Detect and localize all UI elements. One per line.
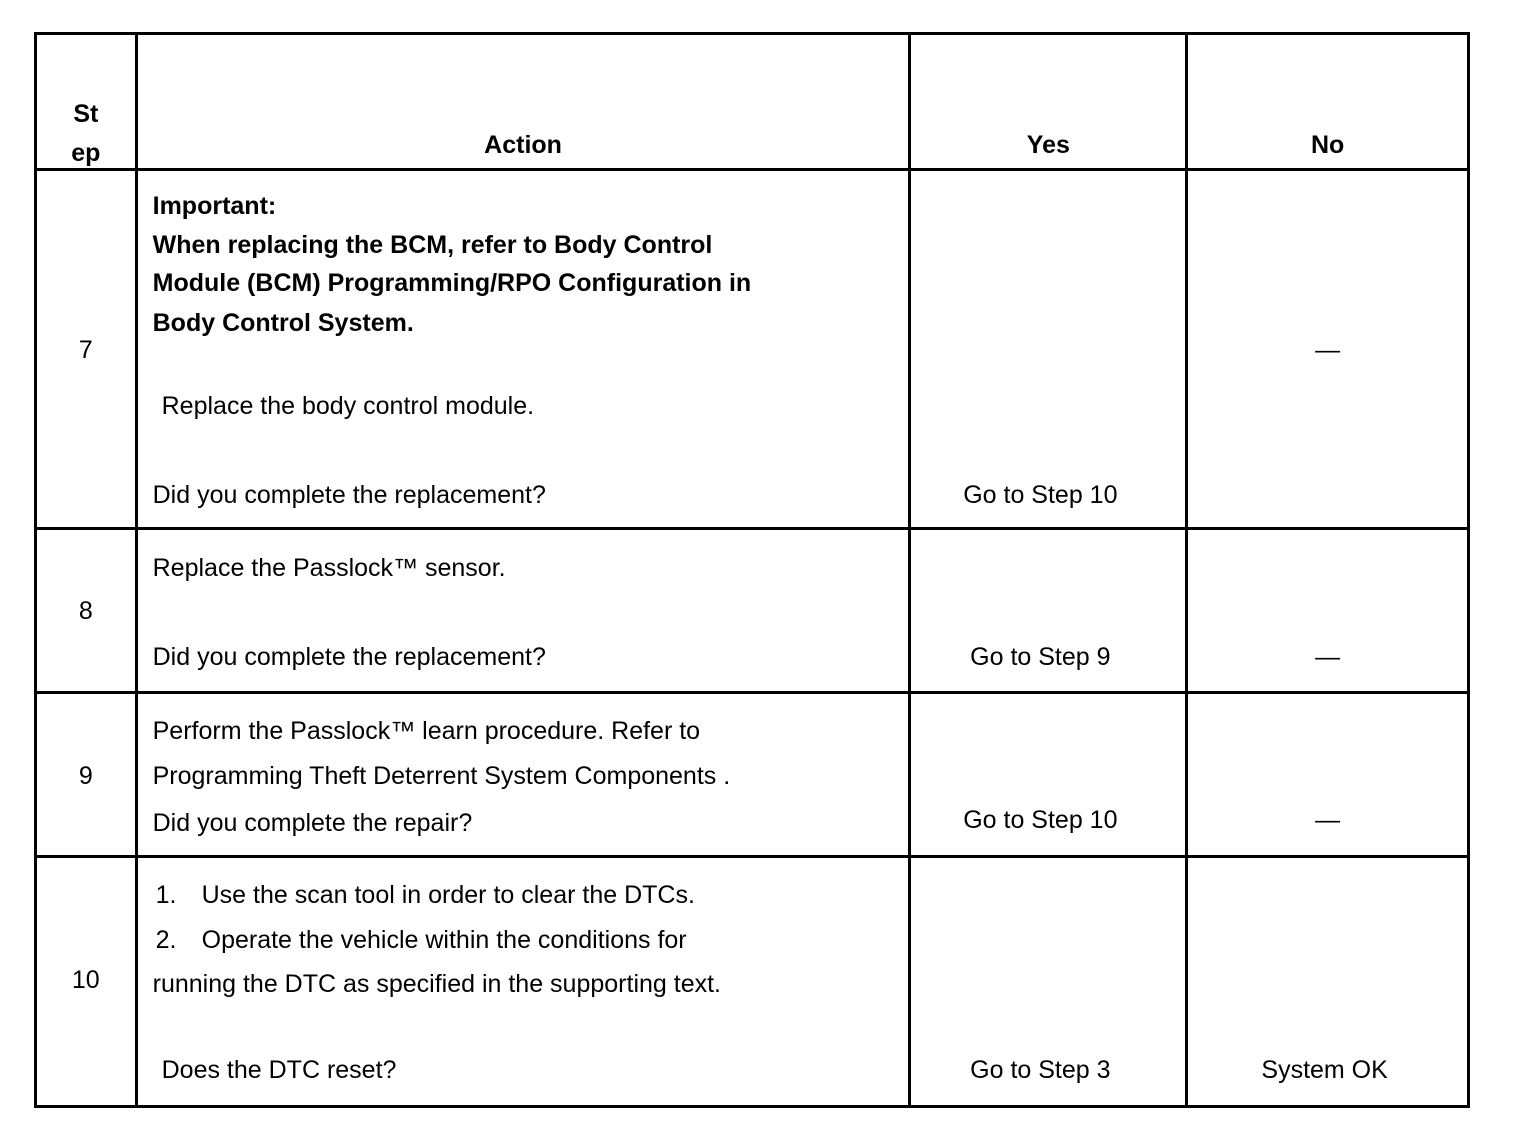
diagnostic-table [34, 32, 1470, 1108]
question-text: Did you complete the replacement? [152, 481, 546, 509]
no-cell [1187, 693, 1469, 857]
table-row [36, 529, 1469, 693]
important-note-line: When replacing the BCM, refer to Body Control [152, 231, 713, 259]
step-cell [36, 529, 137, 693]
instruction-text: Replace the Passlock™ sensor. [152, 554, 506, 582]
list-item-text: Use the scan tool in order to clear the DTCs. [201, 881, 695, 909]
yes-result: Go to Step 3 [970, 1056, 1111, 1084]
yes-cell [910, 857, 1187, 1107]
action-cell [136, 693, 910, 857]
yes-cell [910, 693, 1187, 857]
step-cell [36, 693, 137, 857]
question-text: Did you complete the repair? [152, 809, 473, 837]
yes-cell [910, 170, 1187, 529]
action-cell [136, 170, 910, 529]
action-cell [136, 529, 910, 693]
no-result: — [1315, 643, 1341, 671]
header-step [36, 34, 137, 170]
table-row [36, 857, 1469, 1107]
table-row [36, 693, 1469, 857]
yes-result: Go to Step 9 [970, 643, 1111, 671]
no-result: — [1315, 806, 1341, 834]
step-cell [36, 170, 137, 529]
header-no-label: No [1310, 131, 1345, 159]
action-cell [136, 857, 910, 1107]
header-step-line2: ep [71, 139, 101, 167]
instruction-text: Replace the body control module. [161, 392, 535, 420]
instruction-text: Programming Theft Deterrent System Components . [152, 762, 731, 790]
question-text: Did you complete the replacement? [152, 643, 546, 671]
yes-cell [910, 529, 1187, 693]
no-cell [1187, 857, 1469, 1107]
important-note-line: Body Control System. [152, 309, 414, 337]
header-action-label: Action [484, 131, 562, 159]
list-continuation-text: running the DTC as specified in the supporting text. [152, 970, 721, 998]
list-marker: 1. [155, 881, 177, 909]
step-cell [36, 857, 137, 1107]
header-yes [910, 34, 1187, 170]
no-result: — [1315, 336, 1341, 364]
no-cell [1187, 170, 1469, 529]
list-item-text: Operate the vehicle within the conditions for [201, 926, 687, 954]
header-step-line1: St [73, 100, 99, 128]
yes-result: Go to Step 10 [963, 806, 1118, 834]
no-result: System OK [1261, 1056, 1388, 1084]
step-number: 7 [78, 336, 93, 364]
table-row [36, 170, 1469, 529]
step-number: 8 [78, 597, 93, 625]
step-number: 9 [78, 762, 93, 790]
header-yes-label: Yes [1026, 131, 1070, 159]
instruction-text: Perform the Passlock™ learn procedure. Refer to [152, 717, 701, 745]
header-no [1187, 34, 1469, 170]
yes-result: Go to Step 10 [963, 481, 1118, 509]
step-number: 10 [71, 966, 100, 994]
header-action [136, 34, 910, 170]
question-text: Does the DTC reset? [161, 1056, 397, 1084]
list-marker: 2. [155, 926, 177, 954]
no-cell [1187, 529, 1469, 693]
important-label: Important: [152, 192, 277, 220]
important-note-line: Module (BCM) Programming/RPO Configuration in [152, 269, 752, 297]
header-row [36, 34, 1469, 170]
